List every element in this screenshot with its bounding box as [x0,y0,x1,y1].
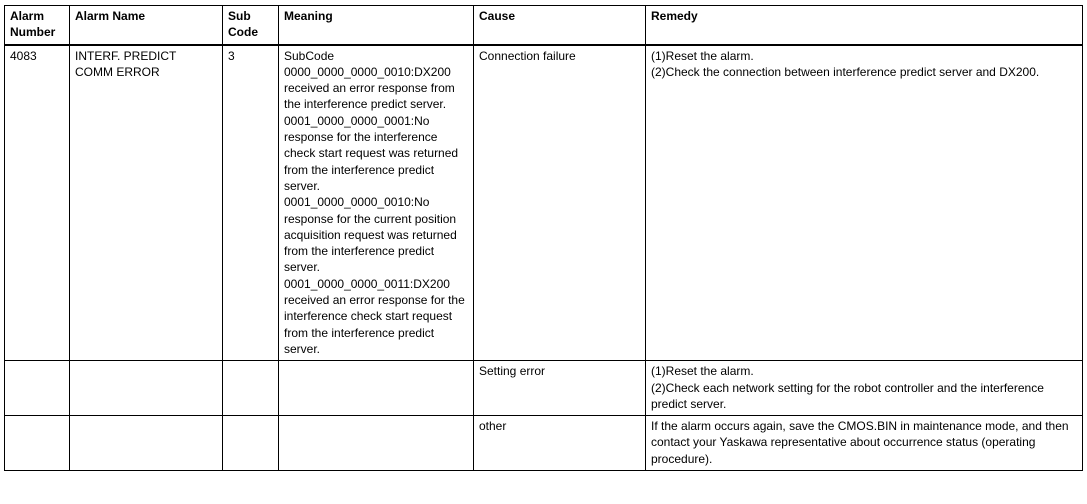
remedy-line: (1)Reset the alarm. [651,364,754,379]
remedy-line: (2)Check each network setting for the robot controller and the interference predict server. [651,380,1044,411]
alarm-number-cell [5,416,70,471]
cause-cell: other [474,416,646,471]
meaning-line: 0001_0000_0000_0001:No response for the interference check start request was returned from the interference predict server. [284,113,459,193]
header-row [5,6,1083,45]
alarm-number-cell: 4083 [5,45,70,361]
meaning-cell [279,45,474,361]
alarm-name-cell: INTERF. PREDICT COMM ERROR [70,45,223,361]
remedy-cell [646,45,1083,361]
table-row [5,416,1083,471]
meaning-cell [279,416,474,471]
alarm-table [4,5,1083,471]
alarm-name-cell [70,416,223,471]
remedy-cell [646,416,1083,471]
remedy-cell [646,361,1083,416]
cause-cell: Setting error [474,361,646,416]
remedy-line: (1)Reset the alarm. [651,48,754,63]
meaning-line: 0000_0000_0000_0010:DX200 received an error response from the interference predict server. [284,64,455,112]
header-alarm-name: Alarm Name [70,6,223,45]
meaning-line: 0001_0000_0000_0010:No response for the current position acquisition request was returned from the interference predict server. [284,195,457,275]
table-row [5,45,1083,361]
cause-cell: Connection failure [474,45,646,361]
header-cause: Cause [474,6,646,45]
sub-code-cell [223,361,279,416]
meaning-line: 0001_0000_0000_0011:DX200 received an error response for the interference check start request from the interference predict server. [284,276,465,356]
alarm-number-cell [5,361,70,416]
sub-code-cell: 3 [223,45,279,361]
remedy-line: (2)Check the connection between interference predict server and DX200. [651,64,1040,79]
header-alarm-number: Alarm Number [5,6,70,45]
meaning-cell [279,361,474,416]
table-row [5,361,1083,416]
remedy-line: If the alarm occurs again, save the CMOS.BIN in maintenance mode, and then contact your Yaskawa representative about occurrence status (operating procedure). [651,419,1069,466]
alarm-name-cell [70,361,223,416]
header-sub-code: Sub Code [223,6,279,45]
header-remedy: Remedy [646,6,1083,45]
meaning-line: SubCode [284,48,335,63]
header-meaning: Meaning [279,6,474,45]
sub-code-cell [223,416,279,471]
